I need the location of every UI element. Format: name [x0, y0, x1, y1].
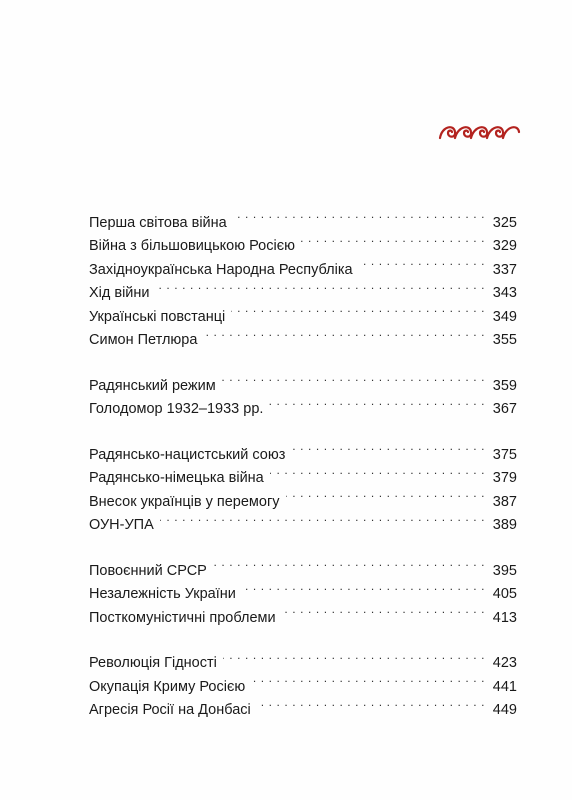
dot-leader [301, 227, 485, 251]
toc-entry-page-number: 349 [492, 308, 517, 325]
dot-leader [233, 203, 485, 227]
toc-entry-title: Окупація Криму Росією [89, 678, 246, 695]
toc-entry-title: Голодомор 1932–1933 рр. [89, 401, 264, 417]
dot-leader [270, 459, 485, 483]
toc-entry-title: Перша світова війна [89, 214, 227, 231]
dot-leader [269, 390, 485, 414]
dot-leader [257, 691, 485, 715]
table-of-contents [89, 203, 517, 718]
dot-leader [359, 250, 485, 274]
toc-entry-page-number: 359 [492, 377, 517, 394]
toc-entry-page-number: 325 [492, 214, 517, 231]
toc-entry-page-number: 405 [492, 586, 517, 602]
toc-entry-page-number: 337 [492, 261, 517, 278]
toc-entry [89, 203, 517, 231]
toc-entry [89, 435, 517, 463]
toc-entry-page-number: 449 [492, 702, 517, 718]
toc-entry-page-number: 389 [492, 517, 517, 533]
toc-group [89, 435, 517, 533]
toc-entry-title: Агресія Росії на Донбасі [89, 702, 251, 718]
dot-leader [251, 667, 485, 691]
toc-group [89, 551, 517, 626]
dot-leader [291, 435, 485, 459]
toc-entry-title: Незалежність України [89, 586, 236, 602]
toc-entry-page-number: 413 [492, 609, 517, 626]
toc-entry-page-number: 375 [492, 446, 517, 463]
toc-entry-page-number: 387 [492, 493, 517, 510]
toc-entry-page-number: 395 [492, 562, 517, 579]
toc-entry [89, 551, 517, 579]
dot-leader [282, 598, 485, 622]
dot-leader [231, 297, 485, 321]
toc-entry [89, 366, 517, 394]
dot-leader [242, 575, 485, 599]
toc-entry-title: Повоєнний СРСР [89, 562, 207, 579]
wave-scroll-ornament-icon [438, 118, 522, 144]
toc-entry-page-number: 355 [492, 332, 517, 348]
toc-entry-title: Революція Гідності [89, 655, 217, 671]
dot-leader [213, 551, 485, 575]
dot-leader [203, 321, 485, 345]
toc-entry-title: Війна з більшовицькою Росією [89, 238, 295, 254]
dot-leader [286, 482, 485, 506]
toc-entry-page-number: 343 [492, 285, 517, 301]
toc-entry-title: Українські повстанці [89, 308, 226, 325]
toc-group [89, 644, 517, 718]
toc-group [89, 203, 517, 348]
dot-leader [156, 274, 485, 298]
toc-entry-page-number: 441 [492, 678, 517, 695]
dot-leader [222, 366, 485, 390]
toc-entry-title: Західноукраїнська Народна Республіка [89, 261, 353, 278]
toc-entry-title: Хід війни [89, 285, 150, 301]
toc-entry-title: Радянський режим [89, 377, 216, 394]
toc-entry-title: Радянсько-нацистський союз [89, 446, 286, 463]
toc-entry-title: ОУН-УПА [89, 517, 154, 533]
toc-entry-page-number: 379 [492, 470, 517, 486]
toc-entry-title: Внесок українців у перемогу [89, 493, 280, 510]
toc-entry-title: Посткомуністичні проблеми [89, 609, 276, 626]
toc-entry [89, 644, 517, 671]
toc-entry-title: Радянсько-німецька війна [89, 470, 264, 486]
toc-entry-page-number: 329 [492, 238, 517, 254]
dot-leader [223, 644, 485, 668]
toc-entry-title: Симон Петлюра [89, 332, 198, 348]
toc-entry-page-number: 367 [492, 401, 517, 417]
dot-leader [160, 506, 485, 530]
toc-group [89, 366, 517, 417]
toc-entry-page-number: 423 [492, 655, 517, 671]
